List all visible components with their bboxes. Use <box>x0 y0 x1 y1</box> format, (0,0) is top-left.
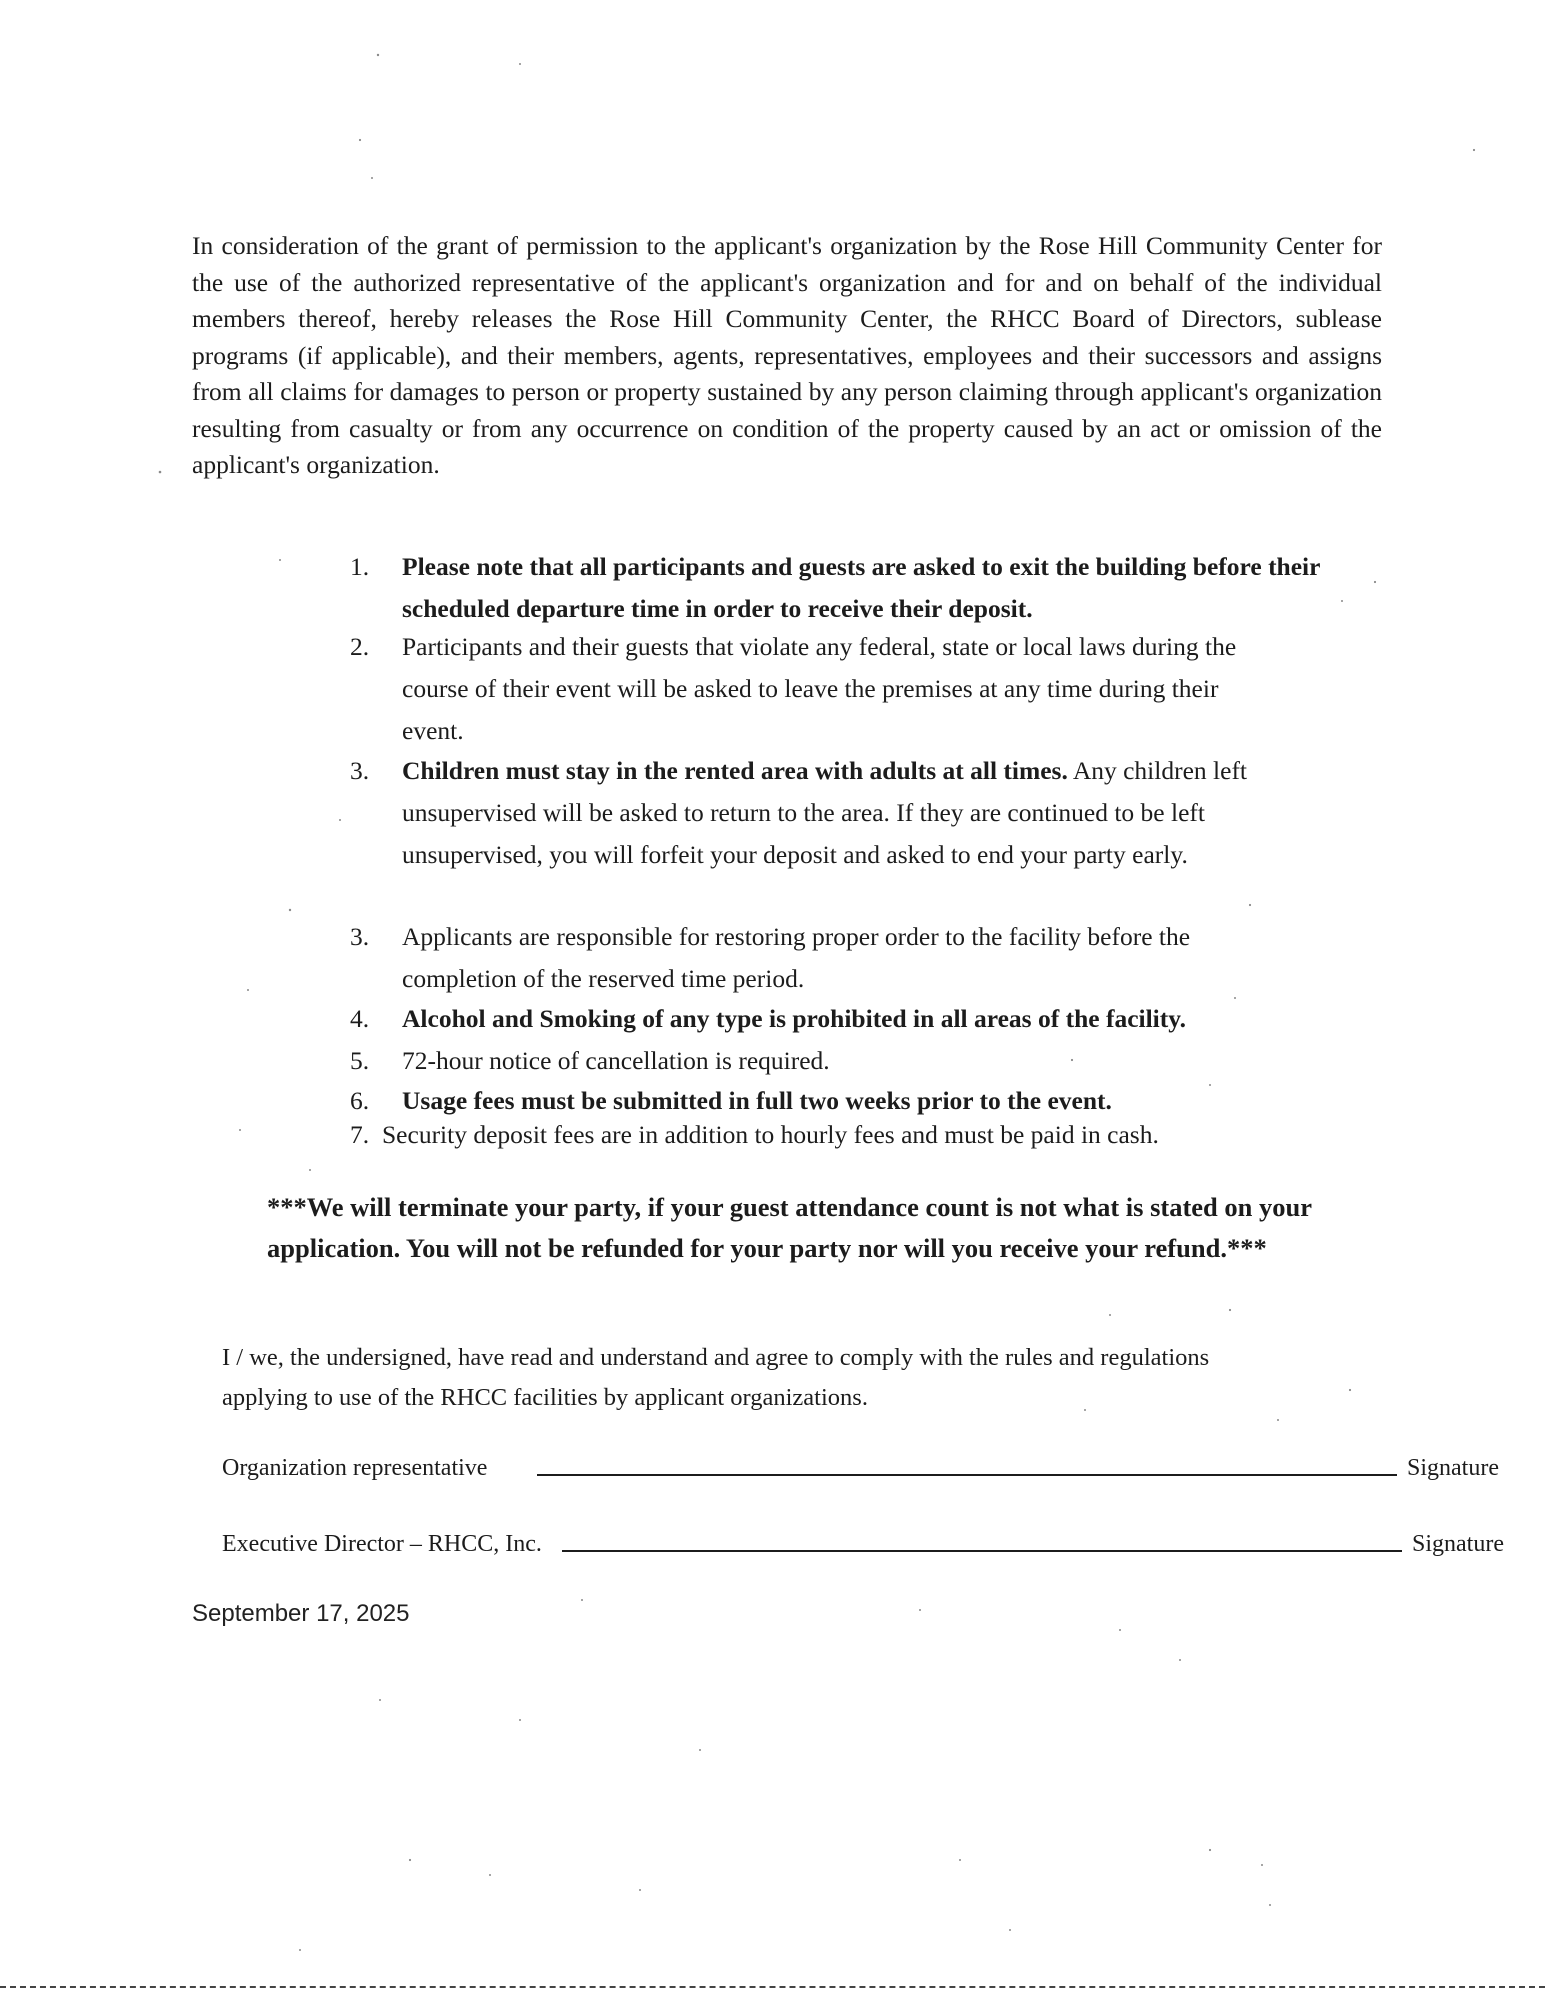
rule-number: 3. <box>350 922 370 951</box>
rule-bold-text: Usage fees must be submitted in full two weeks prior to the event. <box>402 1086 1112 1115</box>
org-representative-label: Organization representative <box>222 1455 488 1481</box>
bottom-edge-line <box>0 1986 1545 1988</box>
termination-warning: ***We will terminate your party, if your guest attendance count is not what is stated on your application. You will not be refunded for your party nor will you receive your refund.*** <box>267 1192 1312 1263</box>
executive-director-label: Executive Director – RHCC, Inc. <box>222 1531 542 1557</box>
release-paragraph: In consideration of the grant of permission to the applicant's organization by the Rose Hill Community Center for the use of the authorized representative of the applicant's organization and for and on behalf of the individual members thereof, hereby releases the Rose Hill Community Center, the RHCC Board of Directors, sublease programs (if applicable), and their members, agents, representatives, employees and their successors and assigns from all claims for damages to person or property sustained by any person claiming through applicant's organization resulting from casualty or from any occurrence on condition of the property caused by an act or omission of the applicant's organization. <box>192 231 1382 479</box>
rule-item <box>350 1040 1380 1082</box>
rule-bold-text: Alcohol and Smoking of any type is prohibited in all areas of the facility. <box>402 1004 1186 1033</box>
rule-number: 5. <box>350 1046 370 1075</box>
rule-number: 2. <box>350 632 370 661</box>
rule-item <box>350 1114 1380 1156</box>
rule-text: Security deposit fees are in addition to hourly fees and must be paid in cash. <box>382 1120 1159 1149</box>
rule-number: 1. <box>350 552 370 581</box>
rule-text: Any children left unsupervised will be asked to return to the area. If they are continued to be left unsupervised, you will forfeit your deposit and asked to end your party early. <box>402 756 1248 869</box>
rule-text: Participants and their guests that violate any federal, state or local laws during the course of their event will be asked to leave the premises at any time during their event. <box>402 632 1237 745</box>
rule-number: 7. <box>350 1120 370 1149</box>
executive-director-signature-row <box>222 1522 1512 1558</box>
rule-bold-text: Children must stay in the rented area with adults at all times. <box>402 756 1068 785</box>
rule-item <box>350 916 1230 1000</box>
rule-item <box>350 546 1380 630</box>
org-representative-signature-row <box>222 1446 1512 1482</box>
org-representative-signature-line[interactable] <box>537 1474 1397 1476</box>
rule-number: 3. <box>350 756 370 785</box>
document-date: September 17, 2025 <box>192 1600 410 1627</box>
agreement-statement: I / we, the undersigned, have read and understand and agree to comply with the rules and regulations applying to use of the RHCC facilities by applicant organizations. <box>222 1344 1210 1411</box>
rule-bold-text: Please note that all participants and guests are asked to exit the building before their scheduled departure time in order to receive their deposit. <box>402 552 1320 623</box>
rule-item <box>350 626 1280 752</box>
rule-number: 6. <box>350 1086 370 1115</box>
executive-director-signature-label: Signature <box>1412 1531 1504 1557</box>
executive-director-signature-line[interactable] <box>562 1550 1402 1552</box>
rule-item <box>350 998 1380 1040</box>
org-representative-signature-label: Signature <box>1407 1455 1499 1481</box>
rule-item <box>350 750 1280 876</box>
rule-text: Applicants are responsible for restoring proper order to the facility before the completion of the reserved time period. <box>402 922 1191 993</box>
rule-number: 4. <box>350 1004 370 1033</box>
rule-text: 72-hour notice of cancellation is required. <box>402 1046 830 1075</box>
